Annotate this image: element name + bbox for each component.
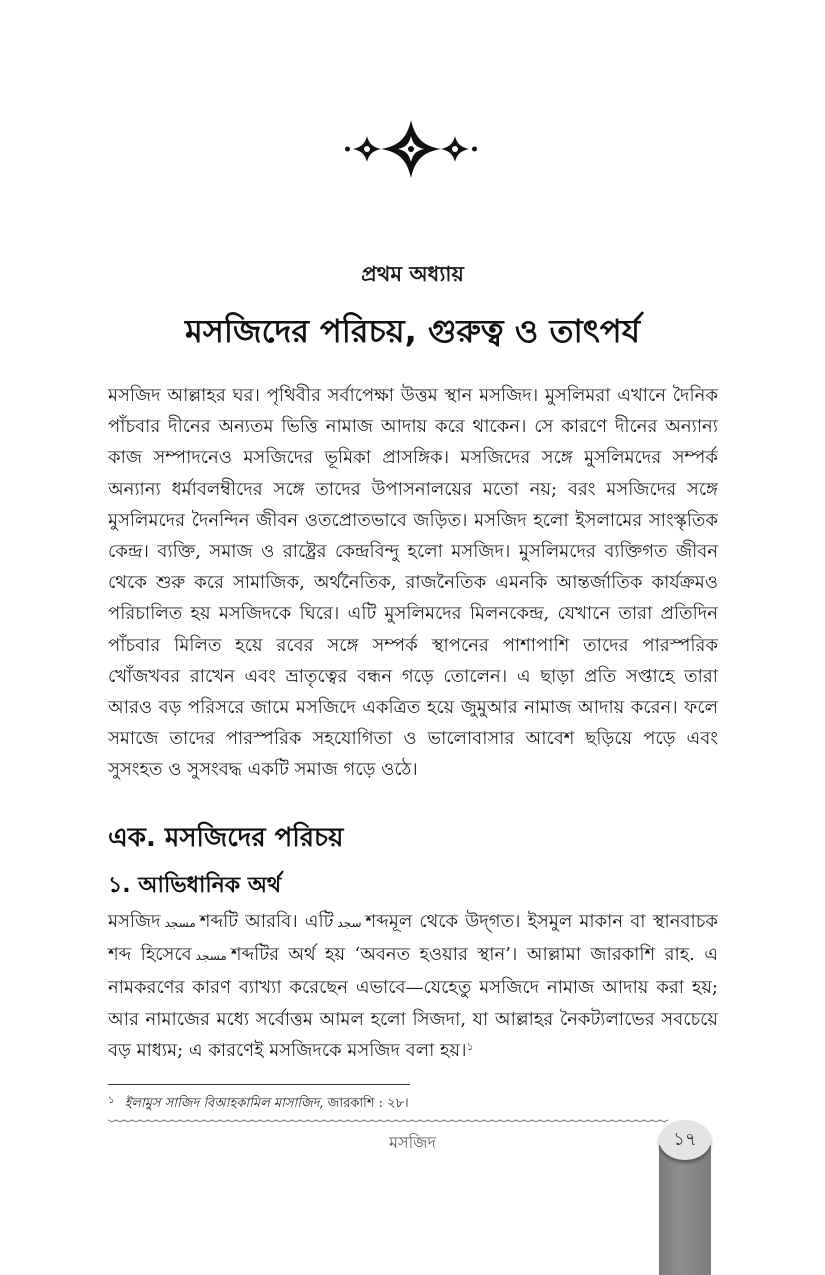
running-footer-title: মসজিদ xyxy=(389,1133,436,1152)
arabic-word-masjid-2: مسجد xyxy=(195,949,227,964)
definition-text-1: মসজিদ xyxy=(108,911,161,932)
sub-heading: ১. আভিধানিক অর্থ xyxy=(108,873,282,898)
footnote xyxy=(108,1093,409,1115)
arabic-root-sajada: سجد xyxy=(337,916,362,930)
arabic-word-masjid: مسجد xyxy=(164,916,196,930)
chapter-label: প্রথম অধ্যায় xyxy=(361,262,464,286)
definition-text-2: শব্দটি আরবি। এটি xyxy=(199,911,334,932)
footnote-source-detail: , জারকাশি : ২৮। xyxy=(319,1096,409,1111)
definition-paragraph xyxy=(108,906,718,1066)
wavy-divider xyxy=(108,1117,668,1125)
footnote-number: ১ xyxy=(108,1095,115,1106)
definition-text-4: শব্দটির অর্থ হয় ‘অবনত হওয়ার স্থান’। আল্লামা জারকাশি রাহ. এ নামকরণের কারণ ব্যাখ্যা করেছেন এভাবে—যেহেতু মসজিদে নামাজ আদায় করা হয়; আর নামাজের মধ্যে সর্বোত্তম আমল হলো সিজদা, যা আল্লাহর নৈকট্যলাভের সবচেয়ে বড় মাধ্যম; এ কারণেই মসজিদকে মসজিদ বলা হয়। xyxy=(108,944,718,1061)
footnote-source-title: ইলামুস সাজিদ বিআহকামিল মাসাজিদ xyxy=(124,1096,320,1111)
section-heading: এক. মসজিদের পরিচয় xyxy=(108,823,344,853)
page-edge-tab xyxy=(659,1145,711,1275)
page-number: ১৭ xyxy=(659,1120,711,1160)
footnote-reference[interactable]: ১ xyxy=(466,1039,474,1053)
intro-paragraph: মসজিদ আল্লাহর ঘর। পৃথিবীর সর্বাপেক্ষা উত্তম স্থান মসজিদ। মুসলিমরা এখানে দৈনিক পাঁচবার দীনের অন্যতম ভিত্তি নামাজ আদায় করে থাকেন। সে কারণে দীনের অন্যান্য কাজ সম্পাদনেও মসজিদের ভূমিকা প্রাসঙ্গিক। মসজিদের সঙ্গে মুসলিমদের সম্পর্ক অন্যান্য ধর্মাবলম্বীদের সঙ্গে তাদের উপাসনালয়ের মতো নয়; বরং মসজিদের সঙ্গে মুসলিমদের দৈনন্দিন জীবন ওতপ্রোতভাবে জড়িত। মসজিদ হলো ইসলামের সাংস্কৃতিক কেন্দ্র। ব্যক্তি, সমাজ ও রাষ্ট্রের কেন্দ্রবিন্দু হলো মসজিদ। মুসলিমদের ব্যক্তিগত জীবন থেকে শুরু করে সামাজিক, অর্থনৈতিক, রাজনৈতিক এমনকি আন্তর্জাতিক কার্যক্রমও পরিচালিত হয় মসজিদকে ঘিরে। এটি মুসলিমদের মিলনকেন্দ্র, যেখানে তারা প্রতিদিন পাঁচবার মিলিত হয়ে রবের সঙ্গে সম্পর্ক স্থাপনের পাশাপাশি তাদের পারস্পরিক খোঁজখবর রাখেন এবং ভ্রাতৃত্বের বন্ধন গড়ে তোলেন। এ ছাড়া প্রতি সপ্তাহে তারা আরও বড় পরিসরে জামে মসজিদে একত্রিত হয়ে জুমুআর নামাজ আদায় করেন। ফলে সমাজে তাদের পারস্পরিক সহযোগিতা ও ভালোবাসার আবেশ ছড়িয়ে পড়ে এবং সুসংহত ও সুসংবদ্ধ একটি সমাজ গড়ে ওঠে। xyxy=(108,385,718,781)
footnote-divider xyxy=(108,1084,410,1085)
four-point-star-ornament-icon xyxy=(345,118,477,180)
chapter-title: মসজিদের পরিচয়, গুরুত্ব ও তাৎপর্য xyxy=(184,312,641,350)
definition-text-3: শব্দমূল থেকে উদ্‌গত। ইসমুল মাকান বা স্থানবাচক শব্দ হিসেবে xyxy=(108,911,718,966)
